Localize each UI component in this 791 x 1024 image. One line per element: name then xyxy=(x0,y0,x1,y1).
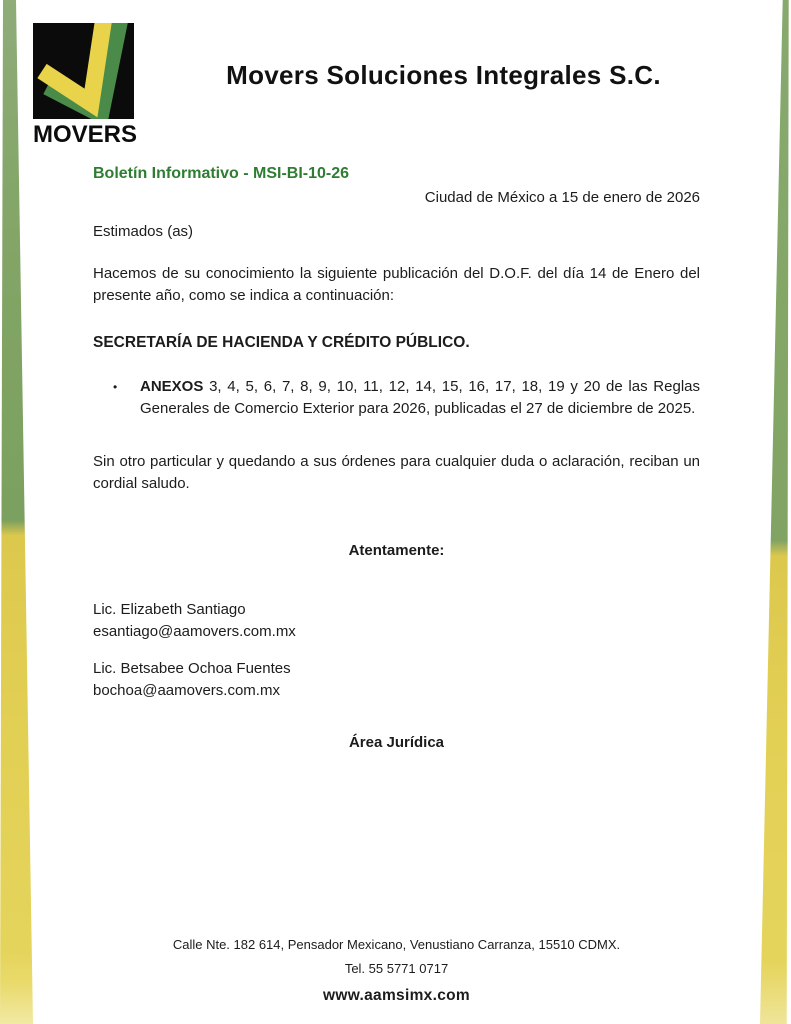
bullet-item xyxy=(93,376,700,420)
letter-body xyxy=(93,163,700,754)
movers-logo xyxy=(33,23,136,149)
attentively-heading: Atentamente: xyxy=(348,542,445,559)
footer xyxy=(93,937,700,1005)
signer-block xyxy=(93,599,700,643)
signer-email: bochoa@aamovers.com.mx xyxy=(93,682,280,699)
bullet-rest: 3, 4, 5, 6, 7, 8, 9, 10, 11, 12, 14, 15, 16, 17, 18, 19 y 20 de las Reglas Generales de Comercio Exterior para 2026, publicadas el 27 de diciembre de 2025. xyxy=(140,378,700,417)
salutation: Estimados (as) xyxy=(93,223,194,240)
bullet-lead: ANEXOS xyxy=(140,378,204,395)
closing-paragraph: Sin otro particular y quedando a sus órdenes para cualquier duda o aclaración, reciban un cordial saludo. xyxy=(93,453,700,492)
signer-name: Lic. Betsabee Ochoa Fuentes xyxy=(93,660,291,677)
footer-website: www.aamsimx.com xyxy=(323,987,470,1004)
bullet-marker: • xyxy=(113,380,118,394)
section-heading: SECRETARÍA DE HACIENDA Y CRÉDITO PÚBLICO. xyxy=(93,334,470,351)
bullet-text xyxy=(140,376,700,420)
intro-paragraph: Hacemos de su conocimiento la siguiente publicación del D.O.F. del día 14 de Enero del presente año, como se indica a continuación: xyxy=(93,265,700,304)
movers-logo-icon xyxy=(33,23,134,119)
signer-block xyxy=(93,658,700,702)
left-accent-ribbon xyxy=(0,0,33,1024)
dateline: Ciudad de México a 15 de enero de 2026 xyxy=(424,189,700,206)
letterhead xyxy=(0,0,791,149)
signer-name: Lic. Elizabeth Santiago xyxy=(93,601,246,618)
signer-email: esantiago@aamovers.com.mx xyxy=(93,623,296,640)
footer-phone: Tel. 55 5771 0717 xyxy=(344,961,449,976)
department-heading: Área Jurídica xyxy=(348,734,445,751)
bulletin-number: Boletín Informativo - MSI-BI-10-26 xyxy=(93,165,350,182)
footer-address: Calle Nte. 182 614, Pensador Mexicano, Venustiano Carranza, 15510 CDMX. xyxy=(172,937,621,952)
right-accent-ribbon xyxy=(760,0,791,1024)
logo-wordmark: MOVERS xyxy=(33,121,138,148)
company-title: Movers Soluciones Integrales S.C. xyxy=(226,60,661,90)
